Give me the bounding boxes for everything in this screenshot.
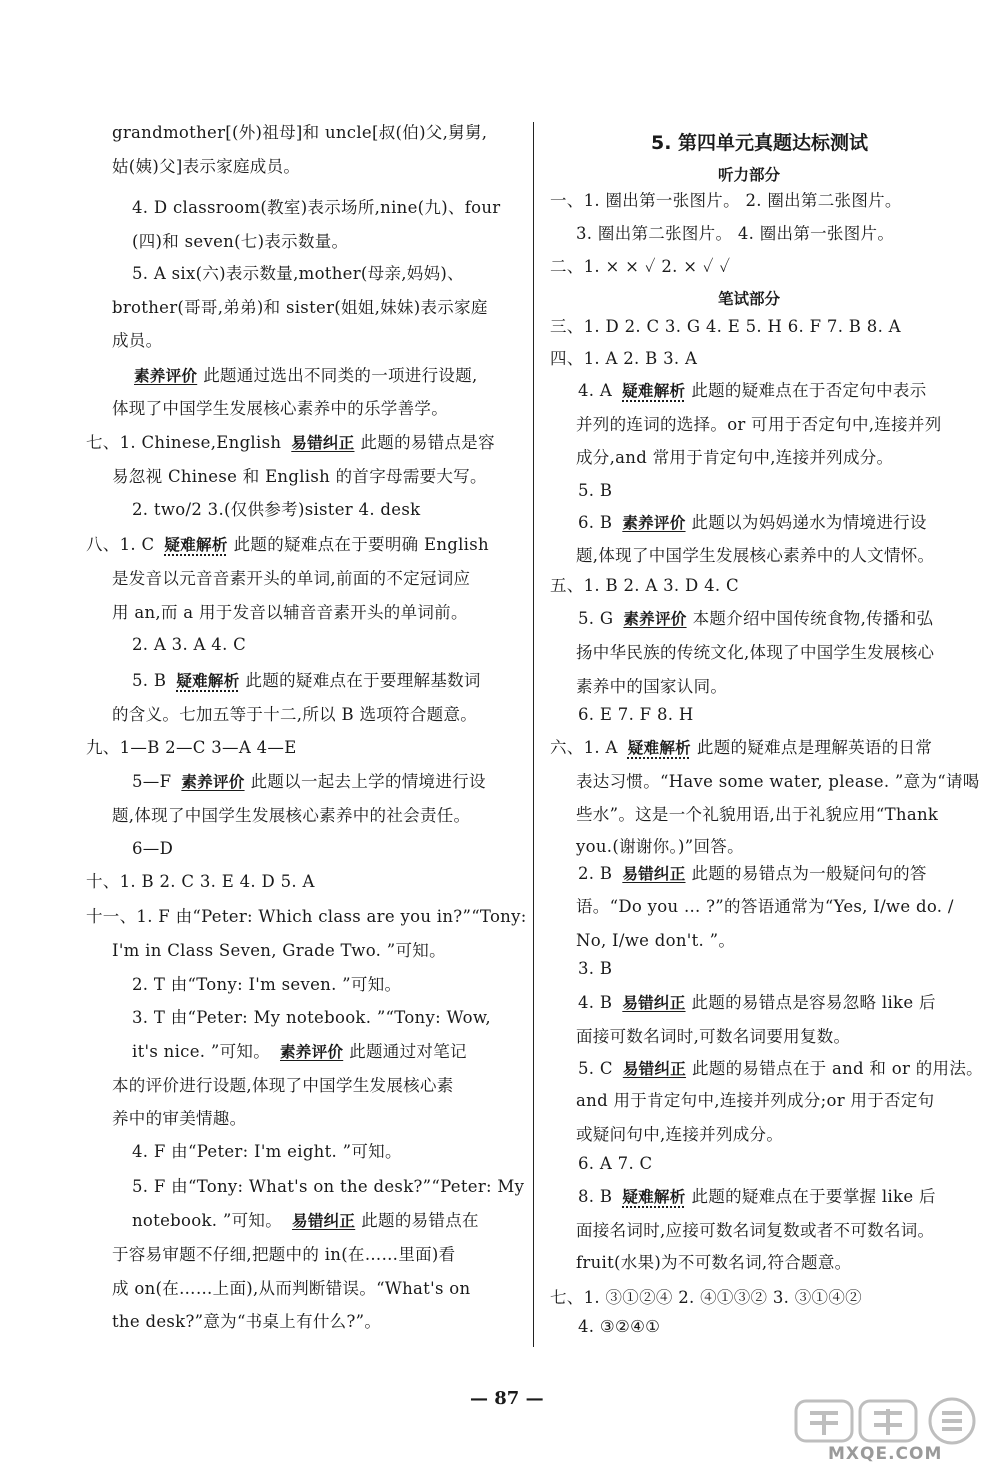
answer-line <box>132 263 464 285</box>
answer-line <box>132 1141 402 1163</box>
answer-line <box>112 568 470 590</box>
answer-line <box>112 1311 381 1333</box>
answer-line <box>86 871 315 893</box>
answer-line <box>578 512 927 534</box>
comment-text: 本题介绍中国传统食物,传播和弘 <box>692 609 934 628</box>
answer-line <box>550 575 739 597</box>
answer-line <box>132 634 246 656</box>
answer-line <box>112 1278 470 1300</box>
answer-text: 6—D <box>132 839 174 858</box>
comment-text: 此题以为妈妈递水为情境进行设 <box>691 513 927 532</box>
answer-line <box>576 1220 934 1242</box>
answer-text: 1. A <box>583 738 618 757</box>
answer-text: 成员。 <box>112 331 163 350</box>
answer-text: 扬中华民族的传统文化,体现了中国学生发展核心 <box>576 643 935 662</box>
answer-text: 姑(姨)父]表示家庭成员。 <box>112 157 301 176</box>
question-number: 九、 <box>86 738 120 757</box>
answer-text: 1. F 由“Peter: Which class are you in?”“Tony: <box>136 907 527 926</box>
answer-text: 1—B 2—C 3—A 4—E <box>119 738 297 757</box>
answer-line <box>86 534 489 556</box>
question-number: 七、 <box>550 1288 584 1307</box>
answer-line <box>576 1124 783 1146</box>
answer-text: 3. B <box>578 959 613 978</box>
comment-tag: 易错纠正 <box>622 1060 687 1078</box>
comment-text: 此题的易错点是容易忽略 like 后 <box>691 993 936 1012</box>
answer-line <box>550 256 730 278</box>
answer-line <box>578 1186 936 1208</box>
answer-line <box>578 608 933 630</box>
answer-line <box>86 737 297 759</box>
comment-text: 此题的易错点为一般疑问句的答 <box>691 864 927 883</box>
question-number: 八、 <box>86 535 120 554</box>
answer-line <box>112 330 162 352</box>
answer-line <box>86 906 527 928</box>
answer-text: 成分,and 常用于肯定句中,连接并列成分。 <box>576 448 894 467</box>
comment-text: 此题的易错点是容 <box>360 433 495 452</box>
answer-line <box>132 1176 524 1198</box>
comment-text: 此题通过对笔记 <box>349 1042 467 1061</box>
answer-line <box>132 838 173 860</box>
answer-text: fruit(水果)为不可数名词,符合题意。 <box>576 1253 852 1272</box>
answer-line <box>112 805 470 827</box>
answer-text: 1. 圈出第一张图片。 2. 圈出第二张图片。 <box>583 191 902 210</box>
answer-text: 用 an,而 a 用于发音以辅音音素开头的单词前。 <box>112 603 468 622</box>
section-title: 5. 第四单元真题达标测试 <box>651 132 869 154</box>
comment-tag: 素养评价 <box>623 610 687 628</box>
comment-tag: 素养评价 <box>181 773 245 791</box>
answer-line <box>578 1316 660 1338</box>
answer-line <box>132 365 478 387</box>
answer-text: 1. × × ✓ 2. × ✓ ✓ <box>583 257 731 276</box>
answer-line <box>576 642 934 664</box>
answer-line <box>576 930 735 952</box>
question-number: 十一、 <box>86 907 137 926</box>
answer-text: 6. B <box>578 513 613 532</box>
page-number: — 87 — <box>470 1388 544 1409</box>
answer-line <box>112 602 468 624</box>
question-number: 五、 <box>550 576 584 595</box>
answer-text: 4. B <box>578 993 613 1012</box>
comment-text: 此题的疑难点是理解英语的日常 <box>696 738 933 757</box>
answer-line <box>132 670 481 692</box>
answer-text: the desk?”意为“书桌上有什么?”。 <box>112 1312 382 1331</box>
answer-line <box>578 704 694 726</box>
answer-text: 2. B <box>578 864 613 883</box>
answer-line <box>112 1108 246 1130</box>
question-number: 六、 <box>550 738 584 757</box>
comment-text: 此题的疑难点在于要明确 English <box>233 535 489 554</box>
answer-text: 8. B <box>578 1187 613 1206</box>
answer-text: I'm in Class Seven, Grade Two. ”可知。 <box>112 941 446 960</box>
answer-line <box>112 156 300 178</box>
comment-tag: 易错纠正 <box>622 994 686 1012</box>
comment-text: 此题通过选出不同类的一项进行设题, <box>203 366 478 385</box>
answer-line <box>112 466 487 488</box>
answer-text: 1. C <box>119 535 155 554</box>
comment-tag: 疑难解析 <box>627 739 691 757</box>
writing-heading: 笔试部分 <box>718 290 781 308</box>
answer-text: 面接可数名词时,可数名词要用复数。 <box>576 1027 851 1046</box>
answer-text: 5. B <box>132 671 167 690</box>
answer-line <box>550 737 932 759</box>
answer-line <box>576 676 727 698</box>
answer-text: 1. D 2. C 3. G 4. E 5. H 6. F 7. B 8. A <box>583 317 901 336</box>
answer-line <box>132 1041 467 1063</box>
comment-tag: 素养评价 <box>622 514 686 532</box>
answer-line <box>576 223 894 245</box>
answer-line <box>112 122 487 144</box>
answer-line <box>578 1153 652 1175</box>
answer-line <box>112 297 488 319</box>
answer-line <box>132 231 348 253</box>
answer-text: (四)和 seven(七)表示数量。 <box>132 232 349 251</box>
answer-line <box>578 863 927 885</box>
column-divider <box>533 122 534 1347</box>
answer-line <box>578 380 927 402</box>
answer-text: and 用于肯定句中,连接并列成分;or 用于否定句 <box>576 1091 935 1110</box>
comment-text: 此题的疑难点在于否定句中表示 <box>691 381 927 400</box>
answer-line <box>550 1287 862 1309</box>
answer-line <box>576 1252 851 1274</box>
answer-text: 或疑问句中,连接并列成分。 <box>576 1125 784 1144</box>
answer-line <box>86 432 495 454</box>
answer-text: 6. A 7. C <box>578 1154 653 1173</box>
answer-line <box>112 398 448 420</box>
answer-line <box>576 1090 934 1112</box>
comment-tag: 素养评价 <box>134 367 198 385</box>
comment-text: 此题的易错点在于 and 和 or 的用法。 <box>692 1059 983 1078</box>
answer-line <box>578 992 936 1014</box>
answer-line <box>576 545 934 567</box>
answer-line <box>550 316 901 338</box>
answer-text: brother(哥哥,弟弟)和 sister(姐姐,妹妹)表示家庭 <box>112 298 488 317</box>
listening-heading: 听力部分 <box>718 166 781 184</box>
answer-text: 5. C <box>578 1059 613 1078</box>
answer-text: 1. ③①②④ 2. ④①③② 3. ③①④② <box>583 1288 862 1307</box>
answer-text: 面接名词时,应接可数名词复数或者不可数名词。 <box>576 1221 935 1240</box>
comment-tag: 素养评价 <box>280 1043 344 1061</box>
answer-text: notebook. ”可知。 <box>132 1211 283 1230</box>
answer-line <box>112 940 446 962</box>
answer-line <box>550 190 902 212</box>
answer-line <box>112 704 477 726</box>
answer-text: 表达习惯。“Have some water, please. ”意为“请喝 <box>576 772 980 791</box>
comment-text: 此题的疑难点在于要掌握 like 后 <box>691 1187 936 1206</box>
watermark-site: MXQE.COM <box>828 1444 943 1464</box>
question-number: 四、 <box>550 349 584 368</box>
answer-text: 本的评价进行设题,体现了中国学生发展核心素 <box>112 1076 454 1095</box>
answer-line <box>576 804 938 826</box>
answer-text: 5. B <box>578 481 613 500</box>
answer-line <box>550 348 697 370</box>
answer-text: 成 on(在……上面),从而判断错误。“What's on <box>112 1279 471 1298</box>
answer-text: 语。“Do you ... ?”的答语通常为“Yes, I/we do. / <box>576 897 954 916</box>
question-number: 十、 <box>86 872 120 891</box>
answer-text: 2. A 3. A 4. C <box>132 635 247 654</box>
answer-line <box>578 1058 983 1080</box>
answer-line <box>576 771 980 793</box>
answer-text: 于容易审题不仔细,把题中的 in(在……里面)看 <box>112 1245 456 1264</box>
answer-text: 5. G <box>578 609 614 628</box>
answer-text: 6. E 7. F 8. H <box>578 705 694 724</box>
answer-line <box>132 771 486 793</box>
answer-text: 4. D classroom(教室)表示场所,nine(九)、four <box>132 198 501 217</box>
answer-text: 养中的审美情趣。 <box>112 1109 247 1128</box>
question-number: 三、 <box>550 317 584 336</box>
answer-line <box>112 1075 454 1097</box>
answer-line <box>132 1210 479 1232</box>
answer-text: grandmother[(外)祖母]和 uncle[叔(伯)父,舅舅, <box>112 123 488 142</box>
answer-text: it's nice. ”可知。 <box>132 1042 270 1061</box>
comment-text: 此题以一起去上学的情境进行设 <box>250 772 486 791</box>
answer-text: 素养中的国家认同。 <box>576 677 728 696</box>
answer-line <box>576 896 954 918</box>
answer-text: you.(谢谢你。)”回答。 <box>576 837 744 856</box>
comment-text: 此题的易错点在 <box>361 1211 479 1230</box>
comment-tag: 疑难解析 <box>622 382 686 400</box>
answer-text: 是发音以元音音素开头的单词,前面的不定冠词应 <box>112 569 471 588</box>
comment-tag: 疑难解析 <box>622 1188 686 1206</box>
comment-text: 此题的疑难点在于要理解基数词 <box>245 671 481 690</box>
answer-line <box>576 414 942 436</box>
comment-tag: 易错纠正 <box>292 1212 356 1230</box>
question-number: 一、 <box>550 191 584 210</box>
answer-line <box>576 1026 850 1048</box>
answer-line <box>132 974 401 996</box>
answer-line <box>578 480 612 502</box>
answer-text: 些水”。这是一个礼貌用语,出于礼貌应用“Thank <box>576 805 939 824</box>
answer-text: 5. A six(六)表示数量,mother(母亲,妈妈)、 <box>132 264 464 283</box>
answer-text: 题,体现了中国学生发展核心素养中的社会责任。 <box>112 806 471 825</box>
question-number: 七、 <box>86 433 120 452</box>
answer-text: 4. A <box>578 381 613 400</box>
answer-text: No, I/we don't. ”。 <box>576 931 736 950</box>
comment-tag: 疑难解析 <box>176 672 240 690</box>
answer-text: 1. B 2. C 3. E 4. D 5. A <box>119 872 315 891</box>
answer-line <box>132 1007 491 1029</box>
answer-text: 1. Chinese,English <box>119 433 282 452</box>
answer-text: 4. ③②④① <box>578 1317 661 1336</box>
comment-tag: 易错纠正 <box>291 434 355 452</box>
answer-text: 2. T 由“Tony: I'm seven. ”可知。 <box>132 975 402 994</box>
answer-text: 5—F <box>132 772 172 791</box>
answer-line <box>132 499 420 521</box>
answer-text: 易忽视 Chinese 和 English 的首字母需要大写。 <box>112 467 487 486</box>
question-number: 二、 <box>550 257 584 276</box>
comment-tag: 疑难解析 <box>164 536 228 554</box>
answer-line <box>576 836 744 858</box>
answer-line <box>112 1244 455 1266</box>
answer-text: 题,体现了中国学生发展核心素养中的人文情怀。 <box>576 546 935 565</box>
answer-line <box>132 197 501 219</box>
answer-text: 3. T 由“Peter: My notebook. ”“Tony: Wow, <box>132 1008 491 1027</box>
answer-text: 并列的连词的选择。or 可用于否定句中,连接并列 <box>576 415 942 434</box>
answer-line <box>576 447 893 469</box>
answer-line <box>578 958 612 980</box>
answer-text: 2. two/2 3.(仅供参考)sister 4. desk <box>132 500 421 519</box>
answer-text: 的含义。七加五等于十二,所以 B 选项符合题意。 <box>112 705 478 724</box>
answer-text: 3. 圈出第二张图片。 4. 圈出第一张图片。 <box>576 224 895 243</box>
answer-text: 体现了中国学生发展核心素养中的乐学善学。 <box>112 399 448 418</box>
comment-tag: 易错纠正 <box>622 865 686 883</box>
answer-text: 1. A 2. B 3. A <box>583 349 698 368</box>
answer-text: 5. F 由“Tony: What's on the desk?”“Peter: My <box>132 1177 525 1196</box>
answer-text: 4. F 由“Peter: I'm eight. ”可知。 <box>132 1142 402 1161</box>
answer-text: 1. B 2. A 3. D 4. C <box>583 576 739 595</box>
